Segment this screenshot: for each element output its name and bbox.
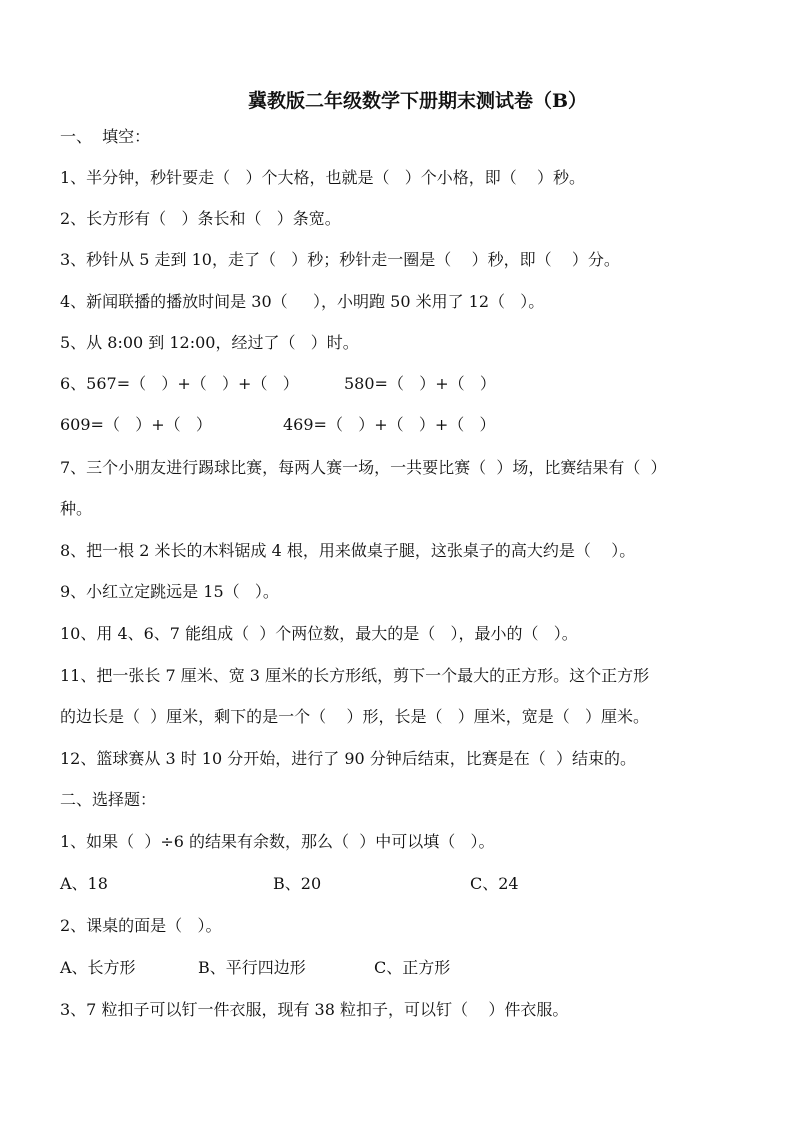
choice-question-1: 1、如果（ ）÷6 的结果有余数，那么（ ）中可以填（ ）。 — [60, 832, 495, 851]
page-title: 冀教版二年级数学下册期末测试卷（B） — [248, 90, 588, 112]
question-8: 8、把一根 2 米长的木料锯成 4 根，用来做桌子腿，这张桌子的高大约是（ ）。 — [60, 541, 636, 560]
question-6-part-b: 580=（ ）+（ ） — [344, 374, 496, 393]
choice-1-option-a: A、18 — [60, 874, 108, 893]
question-2: 2、长方形有（ ）条长和（ ）条宽。 — [60, 209, 341, 228]
question-12: 12、篮球赛从 3 时 10 分开始，进行了 90 分钟后结束，比赛是在（ ）结束的。 — [60, 749, 636, 768]
question-11: 11、把一张长 7 厘米、宽 3 厘米的长方形纸，剪下一个最大的正方形。这个正方形 — [60, 666, 650, 685]
section-heading-choice: 二、选择题： — [60, 790, 157, 809]
question-6-part-d: 469=（ ）+（ ）+（ ） — [283, 415, 496, 434]
question-1: 1、半分钟，秒针要走（ ）个大格，也就是（ ）个小格，即（ ）秒。 — [60, 168, 586, 187]
question-5: 5、从 8:00 到 12:00，经过了（ ）时。 — [60, 333, 359, 352]
choice-2-option-c: C、正方形 — [374, 958, 451, 977]
question-4: 4、新闻联播的播放时间是 30（ ），小明跑 50 米用了 12（ ）。 — [60, 292, 545, 311]
choice-2-option-a: A、长方形 — [60, 958, 136, 977]
question-10: 10、用 4、6、7 能组成（ ）个两位数，最大的是（ ），最小的（ ）。 — [60, 624, 578, 643]
question-6-part-c: 609=（ ）+（ ） — [60, 415, 212, 434]
choice-1-option-c: C、24 — [470, 874, 519, 893]
choice-question-3: 3、7 粒扣子可以钉一件衣服，现有 38 粒扣子，可以钉（ ）件衣服。 — [60, 1000, 569, 1019]
question-7-continued: 种。 — [60, 499, 93, 518]
choice-question-2: 2、课桌的面是（ ）。 — [60, 916, 222, 935]
question-7: 7、三个小朋友进行踢球比赛，每两人赛一场，一共要比赛（ ）场，比赛结果有（ ） — [60, 458, 667, 477]
choice-1-option-b: B、20 — [273, 874, 322, 893]
question-11-continued: 的边长是（ ）厘米，剩下的是一个（ ）形，长是（ ）厘米，宽是（ ）厘米。 — [60, 707, 650, 726]
question-6-part-a: 6、567=（ ）+（ ）+（ ） — [60, 374, 299, 393]
question-9: 9、小红立定跳远是 15（ ）。 — [60, 582, 279, 601]
section-heading-fill-blank: 一、 填空： — [60, 127, 151, 146]
question-3: 3、秒针从 5 走到 10，走了（ ）秒；秒针走一圈是（ ）秒，即（ ）分。 — [60, 250, 620, 269]
choice-2-option-b: B、平行四边形 — [198, 958, 306, 977]
